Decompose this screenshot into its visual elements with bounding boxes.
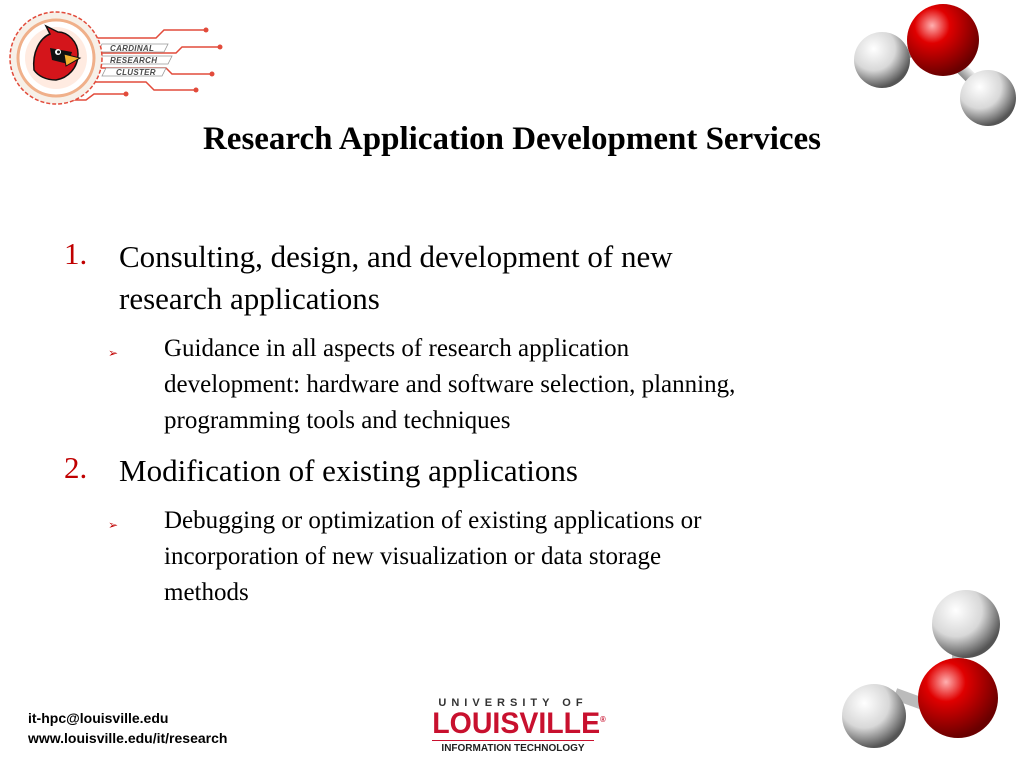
university-of-louisville-logo	[428, 697, 606, 761]
logo-line-3: CLUSTER	[116, 68, 156, 77]
research-website-link[interactable]: www.louisville.edu/it/research	[28, 730, 228, 746]
slide-title: Research Application Development Services	[202, 121, 822, 157]
logo-information-technology-text: INFORMATION TECHNOLOGY	[441, 743, 585, 754]
logo-line-1: CARDINAL	[110, 44, 155, 53]
item-2-sub-line-3: methods	[164, 579, 249, 606]
logo-louisville-text: LOUISVILLE	[432, 707, 601, 740]
item-1-sub-line-1: Guidance in all aspects of research application	[164, 335, 630, 362]
water-molecule-top-illustration	[848, 0, 1024, 130]
item-2-bullet-arrow-icon: ➢	[108, 518, 119, 532]
item-2-number: 2.	[64, 450, 88, 485]
item-1-sub-line-2: development: hardware and software selection, planning,	[164, 371, 736, 398]
item-2-text-line-1: Modification of existing applications	[119, 453, 578, 488]
water-molecule-bottom-illustration	[834, 590, 1024, 768]
item-1-bullet-arrow-icon: ➢	[108, 346, 119, 360]
footer-contact	[28, 708, 227, 748]
item-2-sub-line-1: Debugging or optimization of existing applications or	[164, 507, 702, 534]
item-1-text-line-1: Consulting, design, and development of new	[119, 239, 673, 274]
registered-mark: ®	[600, 715, 606, 724]
logo-divider	[432, 740, 594, 741]
logo-louisville-wordmark	[432, 707, 606, 741]
item-1-number: 1.	[64, 236, 88, 271]
item-1-sub-line-3: programming tools and techniques	[164, 407, 511, 434]
cardinal-research-cluster-logo	[6, 8, 226, 108]
item-1-text-line-2: research applications	[119, 281, 380, 316]
logo-university-of-text: UNIVERSITY OF	[438, 697, 588, 709]
logo-line-2: RESEARCH	[110, 56, 158, 65]
contact-email-link[interactable]: it-hpc@louisville.edu	[28, 710, 169, 726]
item-2-sub-line-2: incorporation of new visualization or data storage	[164, 543, 662, 570]
